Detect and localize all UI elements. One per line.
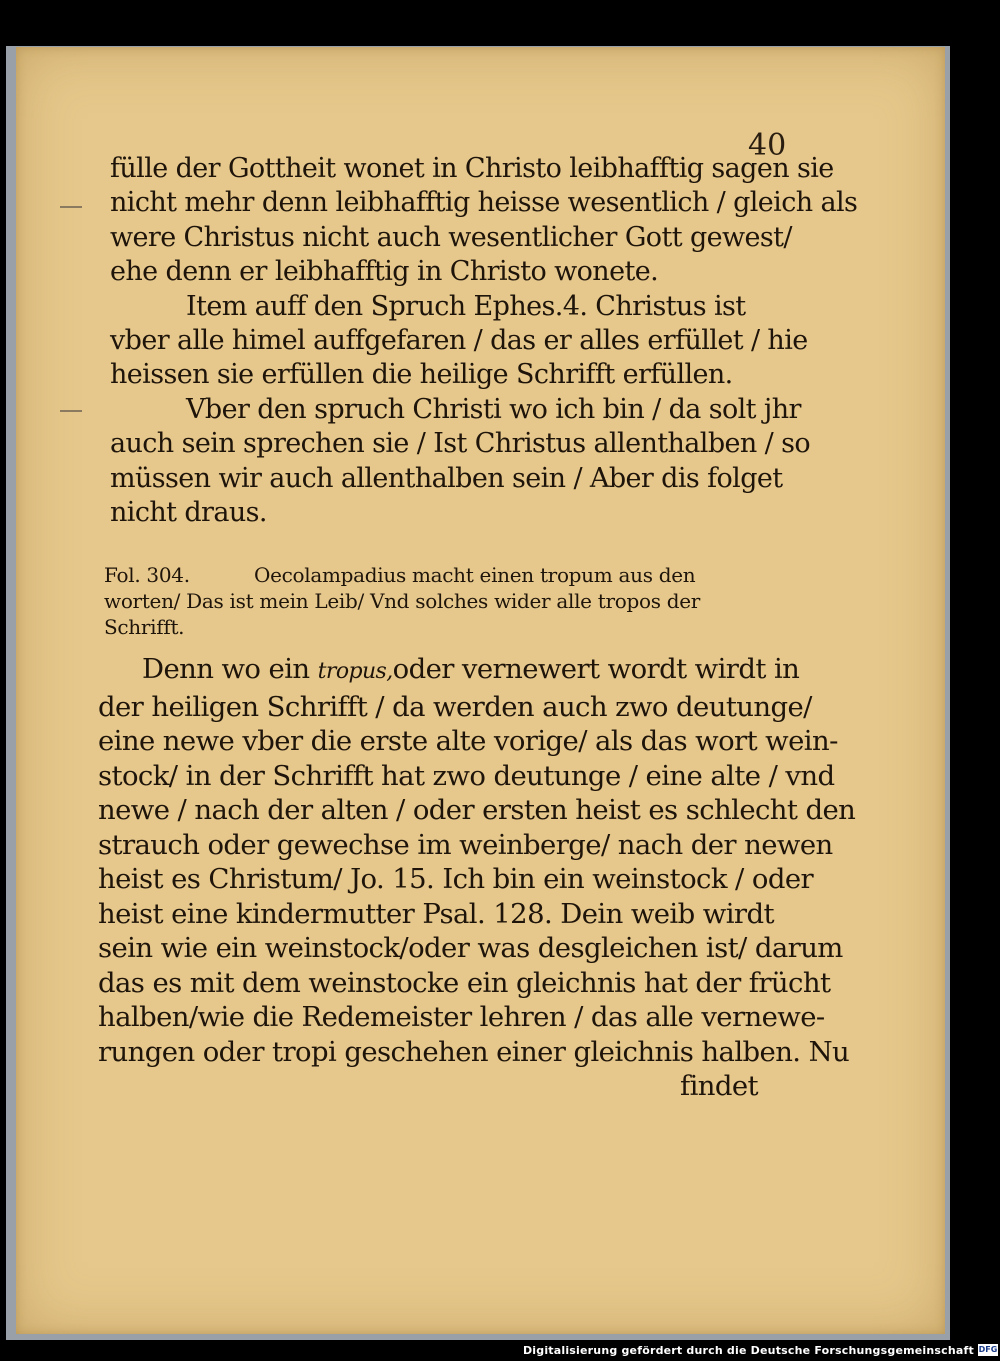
- text-line: rungen oder tropi geschehen einer gleichnis halben. Nu: [98, 1035, 850, 1068]
- page-number: 40: [748, 128, 787, 163]
- note-line: worten/ Das ist mein Leib/ Vnd solches wider alle tropos der: [104, 589, 701, 613]
- margin-mark: [60, 410, 82, 412]
- text-block-2: [98, 652, 856, 1104]
- text-line: halben/wie die Redemeister lehren / das alle vernewe-: [98, 1001, 825, 1033]
- text-line: sein wie ein weinstock/oder was desgleichen ist/ darum: [98, 932, 843, 964]
- text-fragment: Denn wo ein: [142, 653, 318, 685]
- text-line: stock/ in der Schrifft hat zwo deutunge / eine alte / vnd: [98, 759, 835, 792]
- funding-credit: Digitalisierung gefördert durch die Deutsche Forschungsgemeinschaft: [522, 1344, 974, 1357]
- text-line: Vber den spruch Christi wo ich bin / da solt jhr: [186, 393, 801, 425]
- margin-mark: [60, 206, 82, 208]
- text-block-1: [110, 152, 858, 530]
- text-line: fülle der Gottheit wonet in Christo leibhafftig sagen sie: [110, 153, 834, 184]
- text-line: vber alle himel auffgefaren / das er alles erfüllet / hie: [110, 325, 808, 357]
- text-line: heist eine kindermutter Psal. 128. Dein weib wirdt: [98, 897, 774, 930]
- text-line: auch sein sprechen sie / Ist Christus allenthalben / so: [110, 428, 811, 460]
- catchword: findet: [679, 1070, 758, 1102]
- dfg-logo-icon: DFG: [978, 1345, 998, 1354]
- text-line: ehe denn er leibhafftig in Christo wonete.: [110, 256, 659, 288]
- text-line: nicht mehr denn leibhafftig heisse wesentlich / gleich als: [110, 187, 858, 219]
- text-line: were Christus nicht auch wesentlicher Gott gewest/: [110, 221, 792, 253]
- text-line: strauch oder gewechse im weinberge/ nach der newen: [98, 828, 833, 861]
- text-line: newe / nach der alten / oder ersten heist es schlecht den: [98, 794, 856, 826]
- note-line: Schrifft.: [104, 615, 185, 639]
- text-line: eine newe vber die erste alte vorige/ als das wort wein-: [98, 725, 838, 757]
- folio-note: [104, 562, 794, 640]
- text-line: nicht draus.: [110, 497, 267, 529]
- text-line: heist es Christum/ Jo. 15. Ich bin ein weinstock / oder: [98, 863, 814, 895]
- note-line: Oecolampadius macht einen tropum aus den: [254, 563, 696, 587]
- text-line: heissen sie erfüllen die heilige Schrifft erfüllen.: [110, 359, 733, 391]
- text-fragment: oder vernewert wordt wirdt in: [392, 653, 800, 685]
- text-line: müssen wir auch allenthalben sein / Aber dis folget: [110, 462, 783, 494]
- text-line: Item auff den Spruch Ephes.4. Christus ist: [186, 290, 746, 322]
- folio-reference: Fol. 304.: [104, 563, 190, 587]
- text-line: das es mit dem weinstocke ein gleichnis hat der frücht: [98, 966, 831, 999]
- text-line: der heiligen Schrifft / da werden auch zwo deutunge/: [98, 690, 812, 723]
- italic-word: tropus,: [317, 659, 393, 684]
